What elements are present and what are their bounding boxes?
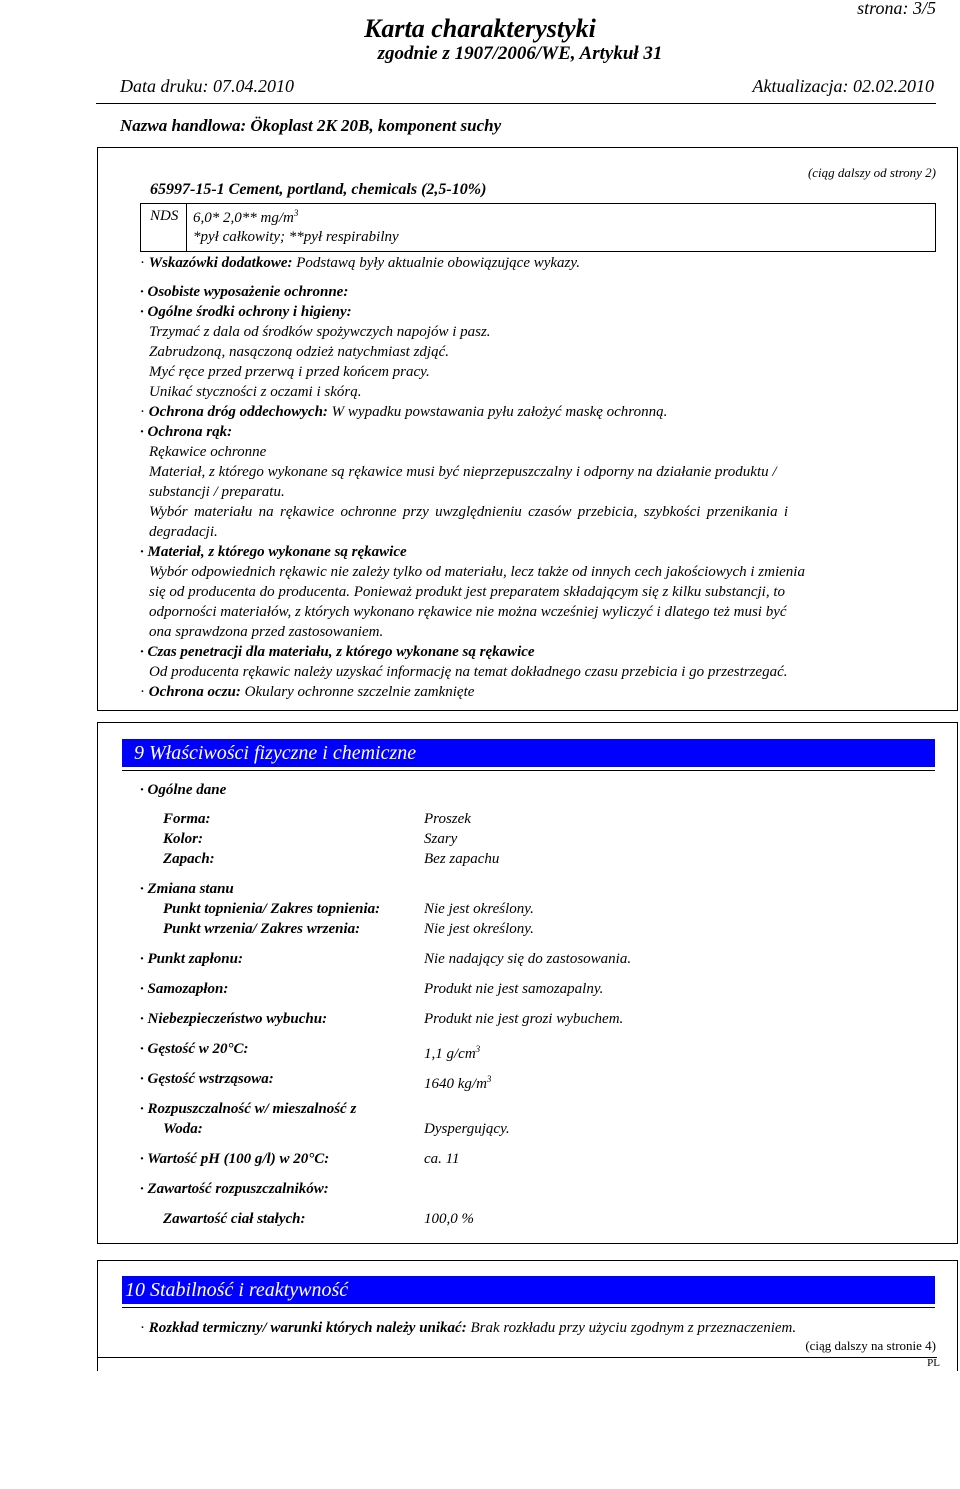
nds-value: 6,0* 2,0** $mg/m^3$ bbox=[193, 208, 299, 226]
update-date: Aktualizacja: 02.02.2010 bbox=[752, 76, 934, 96]
section10-heading: 10 Stabilność i reaktywność bbox=[122, 1276, 935, 1304]
ph-label: · Wartość pH (100 g/l) w 20°C: bbox=[140, 1149, 329, 1169]
penetration-title: · Czas penetracji dla materiału, z którego wykonane są rękawice bbox=[140, 642, 535, 662]
bulk-density-label: · Gęstość wstrząsowa: bbox=[140, 1069, 274, 1089]
solubility-value: Dyspergujący. bbox=[424, 1121, 510, 1137]
hygiene-title: · Ogólne środki ochrony i higieny: bbox=[140, 302, 352, 322]
solids-content-value: 100,0 % bbox=[424, 1211, 474, 1227]
boiling-label: Punkt wrzenia/ Zakres wrzenia: bbox=[163, 921, 361, 937]
language-code: PL bbox=[927, 1357, 940, 1369]
hand-para: degradacji. bbox=[149, 524, 218, 540]
flash-point-value: Nie nadający się do zastosowania. bbox=[424, 951, 632, 967]
solubility-water-label: Woda: bbox=[163, 1121, 203, 1137]
material-para: Wybór odpowiednich rękawic nie zależy tylko od materiału, lecz także od innych cech jakościowych i zmienia bbox=[149, 564, 805, 580]
page-number: strona: 3/5 bbox=[857, 0, 936, 18]
melting-value: Nie jest określony. bbox=[424, 901, 534, 917]
document-subtitle: zgodnie z 1907/2006/WE, Artykuł 31 bbox=[377, 43, 663, 64]
penetration-text: Od producenta rękawic należy uzyskać informację na temat dokładnego czasu przebicia i go przestrzegać. bbox=[149, 664, 788, 680]
trade-name: Nazwa handlowa: Ökoplast 2K 20B, komponent suchy bbox=[120, 116, 502, 135]
hygiene-line: Trzymać z dala od środków spożywczych napojów i pasz. bbox=[149, 324, 491, 340]
autoignition-value: Produkt nie jest samozapalny. bbox=[424, 981, 604, 997]
bulk-density-value: 1640 $kg/m^3$ bbox=[424, 1074, 492, 1092]
nds-note: *pył całkowity; **pył respirabilny bbox=[193, 229, 399, 245]
density-value: 1,1 $g/cm^3$ bbox=[424, 1044, 481, 1062]
melting-label: Punkt topnienia/ Zakres topnienia: bbox=[163, 901, 381, 917]
glove-material-title: · Materiał, z którego wykonane są rękawice bbox=[140, 542, 407, 562]
footer-rule bbox=[97, 1357, 937, 1358]
additional-info: · Wskazówki dodatkowe: Podstawą były aktualnie obowiązujące wykazy. bbox=[140, 253, 580, 273]
solubility-label: · Rozpuszczalność w/ mieszalność z bbox=[140, 1099, 356, 1119]
hand-line: Rękawice ochronne bbox=[149, 444, 267, 460]
explosion-value: Produkt nie jest grozi wybuchem. bbox=[424, 1011, 624, 1027]
document-title: Karta charakterystyki bbox=[364, 14, 596, 43]
odor-label: Zapach: bbox=[163, 851, 215, 867]
hand-para: Materiał, z którego wykonane są rękawice musi być nieprzepuszczalny i odporny na działanie produktu / bbox=[149, 464, 777, 480]
print-date: Data druku: 07.04.2010 bbox=[120, 76, 294, 96]
color-label: Kolor: bbox=[163, 831, 204, 847]
nds-divider bbox=[186, 203, 187, 251]
form-label: Forma: bbox=[163, 811, 211, 827]
ppe-title: · Osobiste wyposażenie ochronne: bbox=[140, 282, 348, 302]
hygiene-line: Myć ręce przed przerwą i przed końcem pracy. bbox=[149, 364, 430, 380]
section9-rule bbox=[122, 770, 935, 771]
continued-from: (ciąg dalszy od strony 2) bbox=[807, 165, 936, 180]
autoignition-label: · Samozapłon: bbox=[140, 979, 228, 999]
solids-content-label: Zawartość ciał stałych: bbox=[163, 1211, 306, 1227]
continued-to: (ciąg dalszy na stronie 4) bbox=[805, 1338, 936, 1353]
boiling-value: Nie jest określony. bbox=[424, 921, 534, 937]
respiratory-protection: · Ochrona dróg oddechowych: W wypadku powstawania pyłu założyć maskę ochronną. bbox=[140, 402, 667, 422]
hygiene-line: Zabrudzoną, nasączoną odzież natychmiast zdjąć. bbox=[149, 344, 449, 360]
section9-heading: 9 Właściwości fizyczne i chemiczne bbox=[122, 739, 935, 767]
state-change-title: · Zmiana stanu bbox=[140, 879, 234, 899]
header-rule bbox=[96, 103, 936, 104]
hand-protection-title: · Ochrona rąk: bbox=[140, 422, 232, 442]
material-para: ona sprawdzona przed zastosowaniem. bbox=[149, 624, 384, 640]
ph-value: ca. 11 bbox=[424, 1151, 460, 1167]
explosion-label: · Niebezpieczeństwo wybuchu: bbox=[140, 1009, 327, 1029]
nds-label: NDS bbox=[150, 208, 179, 224]
cas-line: 65997-15-1 Cement, portland, chemicals (2,5-10%) bbox=[150, 181, 487, 198]
thermal-decomposition: · Rozkład termiczny/ warunki których należy unikać: Brak rozkładu przy użyciu zgodnym z przeznaczeniem. bbox=[140, 1318, 796, 1338]
section10-rule bbox=[122, 1307, 935, 1308]
eye-protection: · Ochrona oczu: Okulary ochronne szczelnie zamknięte bbox=[140, 682, 474, 702]
odor-value: Bez zapachu bbox=[424, 851, 500, 867]
form-value: Proszek bbox=[424, 811, 471, 827]
solvent-content-label: · Zawartość rozpuszczalników: bbox=[140, 1179, 329, 1199]
hand-para: substancji / preparatu. bbox=[149, 484, 285, 500]
material-para: odporności materiałów, z których wykonano rękawice nie można wcześniej wyliczyć i dlatego też musi być bbox=[149, 604, 787, 620]
density-label: · Gęstość w 20°C: bbox=[140, 1039, 249, 1059]
flash-point-label: · Punkt zapłonu: bbox=[140, 949, 243, 969]
hand-para: Wybór materiału na rękawice ochronne przy uwzględnieniu czasów przebicia, szybkości przenikania i bbox=[149, 504, 789, 520]
general-data-title: · Ogólne dane bbox=[140, 780, 226, 800]
color-value: Szary bbox=[424, 831, 458, 847]
hygiene-line: Unikać styczności z oczami i skórą. bbox=[149, 384, 362, 400]
material-para: się od producenta do producenta. Ponieważ produkt jest preparatem składającym się z kilku substancji, to bbox=[149, 584, 786, 600]
